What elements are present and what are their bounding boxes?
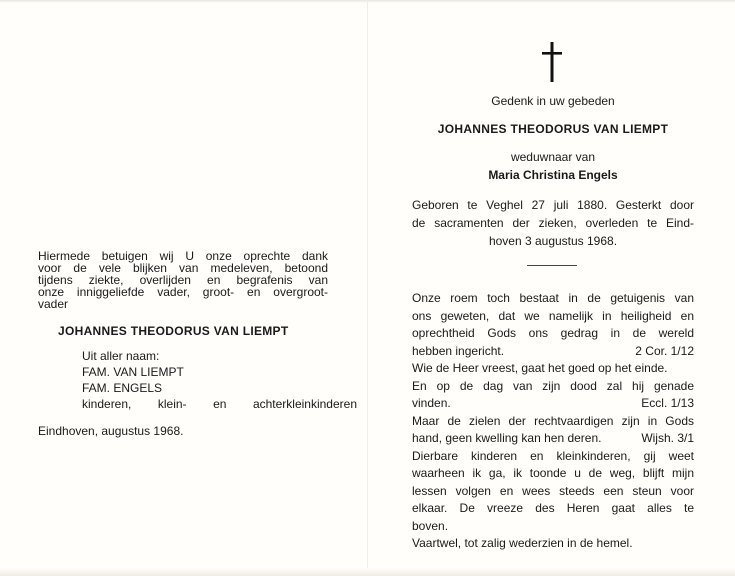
thanks-line: tijdens ziekte, overlijden en begrafenis van — [38, 273, 328, 287]
verse-line: lessen volgen en wees steeds een steun voor — [412, 483, 694, 498]
card-fold — [367, 0, 368, 576]
verse-line-with-reference — [412, 395, 694, 413]
verse-line: Wie de Heer vreest, gaat het goed op het einde. — [412, 361, 668, 375]
bio-line: hoven 3 augustus 1968. — [488, 234, 618, 248]
deceased-name-left: JOHANNES THEODORUS VAN LIEMPT — [58, 324, 289, 338]
thanks-paragraph — [38, 250, 328, 310]
verse-reference: Eccl. 1/13 — [641, 396, 694, 410]
cross-icon — [540, 42, 564, 82]
spouse-name — [412, 168, 694, 182]
signature-line: FAM. ENGELS — [82, 381, 163, 395]
signature-line: FAM. VAN LIEMPT — [82, 365, 184, 379]
verse-line: Dierbare kinderen en kleinkinderen, gij weet — [412, 448, 694, 463]
remembrance-invite — [412, 94, 694, 108]
verse-line-with-reference — [412, 430, 694, 448]
deceased-name — [412, 122, 694, 136]
verse-text: hand, geen kwelling kan hen deren. — [412, 431, 602, 445]
separator-line — [527, 265, 577, 266]
bio-line: de sacramenten der zieken, overleden te Eind- — [412, 216, 694, 230]
thanks-line: voor de vele blijken van medeleven, betoond — [38, 261, 328, 275]
signature-block — [82, 348, 357, 412]
bio-line: Geboren te Veghel 27 juli 1880. Gesterkt door — [412, 198, 694, 212]
verse-line: Onze roem toch bestaat in de getuigenis van — [412, 291, 694, 305]
thanks-line: onze inniggeliefde vader, groot- en overgroot- — [38, 285, 328, 299]
relation-line — [412, 150, 694, 164]
verse-line: oprechtheid Gods ons gedrag in de wereld — [412, 326, 694, 340]
verse-line: Maar de zielen der rechtvaardigen zijn in Gods — [412, 413, 694, 428]
place-date: Eindhoven, augustus 1968. — [38, 424, 184, 438]
verse-line-with-reference — [412, 343, 694, 361]
verse-reference: Wijsh. 3/1 — [641, 431, 694, 445]
bottom-edge — [0, 568, 735, 576]
verse-line: ons geweten, dat we namelijk in heiligheid en — [412, 308, 694, 323]
spouse-name-text: Maria Christina Engels — [488, 168, 618, 182]
relation-text: weduwnaar van — [510, 150, 596, 164]
deceased-name-text: JOHANNES THEODORUS VAN LIEMPT — [437, 122, 669, 136]
verse-line: waarheen ik ga, ik toonde u de weg, blijft mijn — [412, 466, 694, 480]
verse-line: boven. — [412, 518, 449, 533]
verse-line: elkaar. De vreeze des Heren gaat alles te — [412, 501, 694, 515]
verse-line: Vaartwel, tot zalig wederzien in de hemel. — [412, 536, 633, 550]
thanks-line: vader — [38, 297, 69, 311]
signature-line: kinderen, klein- en achterkleinkinderen — [82, 397, 357, 411]
verse-line: En op de dag van zijn dood zal hij genade — [412, 378, 694, 393]
verse-text: hebben ingericht. — [412, 343, 505, 358]
thanks-line: Hiermede betuigen wij U onze oprechte dank — [38, 249, 328, 263]
left-panel — [38, 249, 357, 438]
verse-reference: 2 Cor. 1/12 — [635, 343, 694, 358]
signature-line: Uit aller naam: — [82, 349, 160, 363]
verses-block — [412, 290, 694, 553]
verse-text: vinden. — [412, 396, 451, 410]
biography — [412, 196, 694, 250]
invite-text: Gedenk in uw gebeden — [491, 94, 615, 108]
